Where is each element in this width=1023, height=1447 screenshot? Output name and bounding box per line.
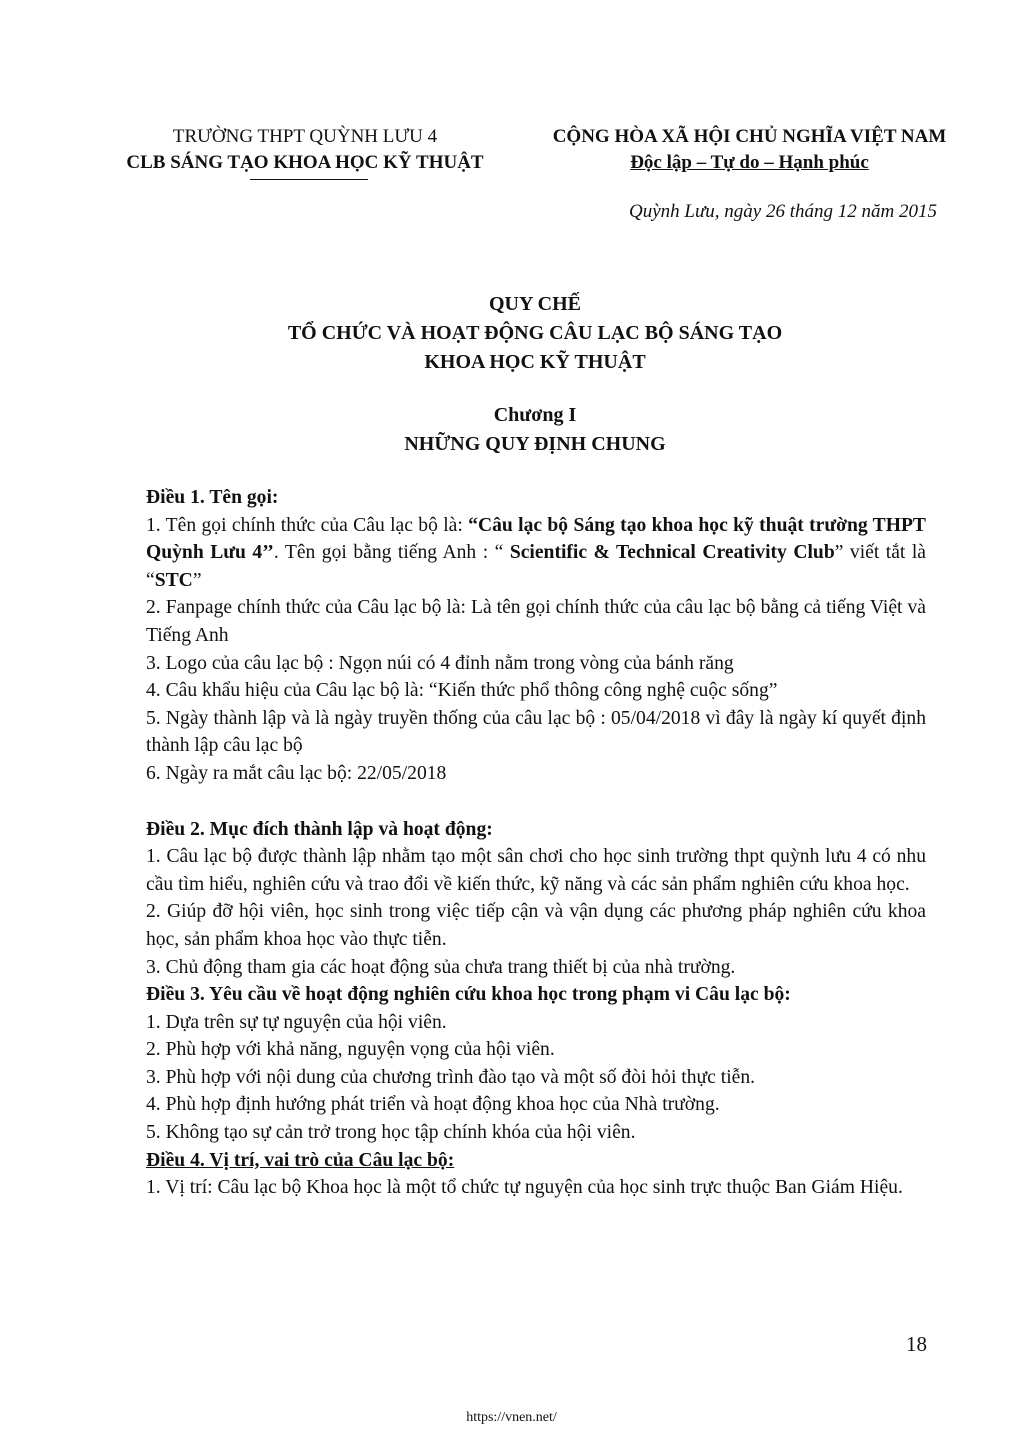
club-name: CLB SÁNG TẠO KHOA HỌC KỸ THUẬT	[126, 152, 484, 173]
header-divider	[250, 179, 368, 180]
spacer	[146, 788, 926, 816]
chapter-name: NHỮNG QUY ĐỊNH CHUNG	[404, 433, 666, 455]
national-motto: Độc lập – Tự do – Hạnh phúc	[630, 152, 869, 173]
article-3-item-2: 2. Phù hợp với khả năng, nguyện vọng của hội viên.	[146, 1039, 555, 1061]
title-line-3: KHOA HỌC KỸ THUẬT	[424, 351, 646, 373]
article-3-item-5: 5. Không tạo sự cản trở trong học tập chính khóa của hội viên.	[146, 1122, 636, 1144]
national-header	[522, 124, 977, 176]
chapter-heading	[145, 401, 925, 459]
article-3-item-4: 4. Phù hợp định hướng phát triển và hoạt động khoa học của Nhà trường.	[146, 1094, 720, 1116]
article-4-item-1: 1. Vị trí: Câu lạc bộ Khoa học là một tổ chức tự nguyện của học sinh trực thuộc Ban Giám Hiệu.	[146, 1177, 903, 1199]
chapter-number: Chương I	[493, 404, 577, 426]
footer-url[interactable]: https://vnen.net/	[466, 1410, 557, 1425]
title-line-1: QUY CHẾ	[488, 293, 582, 315]
page-number: 18	[906, 1332, 927, 1356]
article-2-item-3: 3. Chủ động tham gia các hoạt động sủa chưa trang thiết bị của nhà trường.	[146, 956, 736, 978]
country-name: CỘNG HÒA XÃ HỘI CHỦ NGHĨA VIỆT NAM	[552, 126, 947, 147]
document-body	[146, 484, 926, 1202]
article-1-heading: Điều 1. Tên gọi:	[146, 487, 279, 508]
article-1-item-3: 3. Logo của câu lạc bộ : Ngọn núi có 4 đỉnh nằm trong vòng của bánh răng	[146, 652, 734, 674]
article-2-item-2: 2. Giúp đỡ hội viên, học sinh trong việc tiếp cận và vận dụng các phương pháp nghiên cứu khoa học, sản phẩm khoa học vào thực tiễn.	[146, 901, 926, 950]
school-name: TRƯỜNG THPT QUỲNH LƯU 4	[172, 126, 438, 147]
article-1-item-4: 4. Câu khẩu hiệu của Câu lạc bộ là: “Kiến thức phổ thông công nghệ cuộc sống”	[146, 680, 778, 702]
article-1-item-6: 6. Ngày ra mắt câu lạc bộ: 22/05/2018	[146, 762, 447, 784]
document-title	[145, 290, 925, 377]
school-header	[95, 124, 515, 176]
title-line-2: TỔ CHỨC VÀ HOẠT ĐỘNG CÂU LẠC BỘ SÁNG TẠO	[287, 322, 783, 344]
article-3-item-3: 3. Phù hợp với nội dung của chương trình đào tạo và một số đòi hỏi thực tiễn.	[146, 1066, 756, 1088]
document-date: Quỳnh Lưu, ngày 26 tháng 12 năm 2015	[628, 201, 937, 222]
article-2-heading: Điều 2. Mục đích thành lập và hoạt động:	[146, 818, 493, 840]
article-2-item-1: 1. Câu lạc bộ được thành lập nhằm tạo một sân chơi cho học sinh trường thpt quỳnh lưu 4 có nhu cầu tìm hiểu, nghiên cứu và trao đổi về kiến thức, kỹ năng và các sản phẩm nghiên cứu khoa học.	[146, 846, 926, 895]
article-1-item-5: 5. Ngày thành lập và là ngày truyền thống của câu lạc bộ : 05/04/2018 vì đây là ngày kí quyết định thành lập câu lạc bộ	[146, 707, 926, 757]
article-1-item-1: 1. Tên gọi chính thức của Câu lạc bộ là: “Câu lạc bộ Sáng tạo khoa học kỹ thuật trường THPT Quỳnh Lưu 4’’. Tên gọi bằng tiếng Anh : “ Scientific & Technical Creativity Club” viết tắt là “STC”	[146, 514, 926, 591]
article-4-heading: Điều 4. Vị trí, vai trò của Câu lạc bộ:	[146, 1149, 455, 1171]
article-3-heading: Điều 3. Yêu cầu về hoạt động nghiên cứu khoa học trong phạm vi Câu lạc bộ:	[146, 984, 791, 1006]
article-1-item-2: 2. Fanpage chính thức của Câu lạc bộ là: Là tên gọi chính thức của câu lạc bộ bằng cả tiếng Việt và Tiếng Anh	[146, 597, 926, 646]
article-3-item-1: 1. Dựa trên sự tự nguyện của hội viên.	[146, 1011, 447, 1033]
